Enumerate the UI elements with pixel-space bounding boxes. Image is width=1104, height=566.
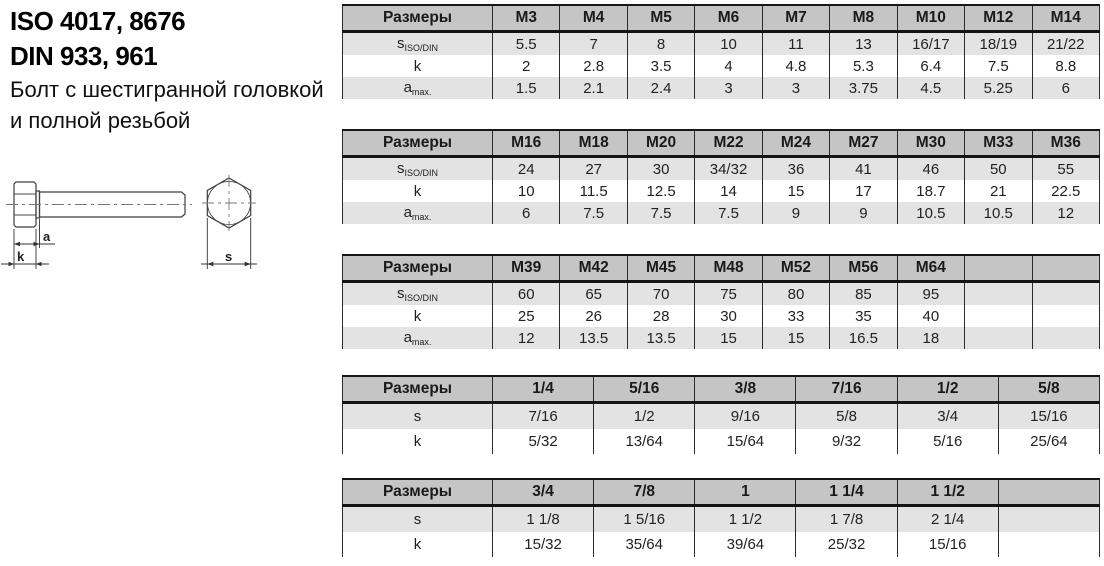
row-label-k: k bbox=[343, 305, 493, 327]
size-header-M4: M4 bbox=[560, 5, 627, 32]
table-row bbox=[343, 429, 1100, 454]
size-header-M36: M36 bbox=[1032, 130, 1100, 157]
size-header-M10: M10 bbox=[897, 5, 964, 32]
size-header-5-16: 5/16 bbox=[594, 376, 695, 403]
value-cell: 2 bbox=[493, 55, 560, 77]
size-header-M16: M16 bbox=[493, 130, 560, 157]
value-cell: 15/16 bbox=[998, 403, 1099, 430]
value-cell: 26 bbox=[560, 305, 627, 327]
dimension-k bbox=[1, 229, 49, 269]
value-cell: 3.75 bbox=[830, 77, 897, 99]
size-header-1-1-4: 1 1/4 bbox=[796, 479, 897, 506]
value-cell: 14 bbox=[695, 180, 762, 202]
value-cell: 9 bbox=[762, 202, 829, 224]
size-header-M27: M27 bbox=[830, 130, 897, 157]
value-cell: 21/22 bbox=[1032, 32, 1100, 56]
value-cell: 50 bbox=[965, 157, 1032, 181]
value-cell: 12 bbox=[493, 327, 560, 349]
value-cell: 25/32 bbox=[796, 532, 897, 557]
value-cell bbox=[1032, 327, 1100, 349]
value-cell: 7.5 bbox=[965, 55, 1032, 77]
row-label-s: $s_{ISO/DIN}$ bbox=[343, 157, 493, 181]
value-cell: 4.8 bbox=[762, 55, 829, 77]
row-label-k: k bbox=[343, 429, 493, 454]
value-cell: 30 bbox=[627, 157, 694, 181]
value-cell: 2.1 bbox=[560, 77, 627, 99]
din-standard-title: DIN 933, 961 bbox=[10, 41, 158, 71]
value-cell: 13 bbox=[830, 32, 897, 56]
bolt-hex-head-view bbox=[202, 175, 256, 231]
value-cell: 21 bbox=[965, 180, 1032, 202]
value-cell: 11.5 bbox=[560, 180, 627, 202]
size-header-1: 1 bbox=[695, 479, 796, 506]
value-cell: 22.5 bbox=[1032, 180, 1100, 202]
value-cell: 2.8 bbox=[560, 55, 627, 77]
table-row bbox=[343, 32, 1100, 56]
product-description-line-2: и полной резьбой bbox=[10, 108, 191, 133]
value-cell: 36 bbox=[762, 157, 829, 181]
value-cell: 18.7 bbox=[897, 180, 964, 202]
size-header-7-8: 7/8 bbox=[594, 479, 695, 506]
value-cell: 95 bbox=[897, 282, 964, 306]
size-header-5-8: 5/8 bbox=[998, 376, 1099, 403]
value-cell: 40 bbox=[897, 305, 964, 327]
value-cell: 1.5 bbox=[493, 77, 560, 99]
value-cell bbox=[998, 506, 1099, 533]
value-cell: 11 bbox=[762, 32, 829, 56]
size-header-M24: M24 bbox=[762, 130, 829, 157]
table-row bbox=[343, 506, 1100, 533]
size-header-M8: M8 bbox=[830, 5, 897, 32]
size-header-7-16: 7/16 bbox=[796, 376, 897, 403]
size-header-M39: M39 bbox=[493, 255, 560, 282]
value-cell: 39/64 bbox=[695, 532, 796, 557]
dimension-table-4 bbox=[342, 375, 1100, 454]
size-header-1-2: 1/2 bbox=[897, 376, 998, 403]
size-header-M64: M64 bbox=[897, 255, 964, 282]
value-cell: 10 bbox=[695, 32, 762, 56]
value-cell bbox=[965, 282, 1032, 306]
value-cell bbox=[998, 532, 1099, 557]
row-label-k: k bbox=[343, 55, 493, 77]
table-row bbox=[343, 55, 1100, 77]
row-label-a: $a_{max.}$ bbox=[343, 77, 493, 99]
value-cell: 7.5 bbox=[695, 202, 762, 224]
value-cell: 1 7/8 bbox=[796, 506, 897, 533]
value-cell: 10.5 bbox=[897, 202, 964, 224]
value-cell: 12 bbox=[1032, 202, 1100, 224]
value-cell: 1 5/16 bbox=[594, 506, 695, 533]
size-header-M33: M33 bbox=[965, 130, 1032, 157]
title-block bbox=[10, 4, 340, 136]
dimension-a bbox=[14, 219, 55, 248]
value-cell: 10 bbox=[493, 180, 560, 202]
value-cell: 5.3 bbox=[830, 55, 897, 77]
size-header-M22: M22 bbox=[695, 130, 762, 157]
size-header-M3: M3 bbox=[493, 5, 560, 32]
value-cell: 5/16 bbox=[897, 429, 998, 454]
value-cell bbox=[1032, 305, 1100, 327]
value-cell: 60 bbox=[493, 282, 560, 306]
size-header-3-4: 3/4 bbox=[493, 479, 594, 506]
value-cell: 15/32 bbox=[493, 532, 594, 557]
column-header-razmery: Размеры bbox=[343, 5, 493, 32]
value-cell: 35/64 bbox=[594, 532, 695, 557]
value-cell: 16.5 bbox=[830, 327, 897, 349]
value-cell: 1 1/8 bbox=[493, 506, 594, 533]
size-header-M52: M52 bbox=[762, 255, 829, 282]
size-header-M7: M7 bbox=[762, 5, 829, 32]
table-row bbox=[343, 180, 1100, 202]
column-header-razmery: Размеры bbox=[343, 130, 493, 157]
dim-label-s: s bbox=[225, 249, 233, 264]
table-row bbox=[343, 77, 1100, 99]
value-cell: 33 bbox=[762, 305, 829, 327]
value-cell: 5/8 bbox=[796, 403, 897, 430]
value-cell: 30 bbox=[695, 305, 762, 327]
value-cell: 5.5 bbox=[493, 32, 560, 56]
size-header-empty bbox=[965, 255, 1032, 282]
size-header-M12: M12 bbox=[965, 5, 1032, 32]
value-cell: 80 bbox=[762, 282, 829, 306]
size-header-1-1-2: 1 1/2 bbox=[897, 479, 998, 506]
value-cell: 6.4 bbox=[897, 55, 964, 77]
size-header-empty bbox=[1032, 255, 1100, 282]
value-cell: 7.5 bbox=[560, 202, 627, 224]
bolt-technical-drawing bbox=[0, 172, 270, 274]
value-cell: 13.5 bbox=[560, 327, 627, 349]
value-cell: 15 bbox=[762, 327, 829, 349]
value-cell: 18/19 bbox=[965, 32, 1032, 56]
value-cell: 13.5 bbox=[627, 327, 694, 349]
value-cell: 18 bbox=[897, 327, 964, 349]
size-header-M6: M6 bbox=[695, 5, 762, 32]
value-cell: 6 bbox=[1032, 77, 1100, 99]
value-cell: 75 bbox=[695, 282, 762, 306]
dim-label-a: a bbox=[43, 229, 51, 244]
dimension-tables bbox=[342, 4, 1100, 557]
row-label-a: $a_{max.}$ bbox=[343, 327, 493, 349]
table-row bbox=[343, 403, 1100, 430]
value-cell: 17 bbox=[830, 180, 897, 202]
size-header-M45: M45 bbox=[627, 255, 694, 282]
row-label-s: s bbox=[343, 506, 493, 533]
dimension-table-2 bbox=[342, 129, 1100, 224]
value-cell: 3/4 bbox=[897, 403, 998, 430]
value-cell bbox=[1032, 282, 1100, 306]
value-cell: 9 bbox=[830, 202, 897, 224]
value-cell bbox=[965, 305, 1032, 327]
value-cell: 34/32 bbox=[695, 157, 762, 181]
size-header-M48: M48 bbox=[695, 255, 762, 282]
value-cell: 9/32 bbox=[796, 429, 897, 454]
value-cell: 4.5 bbox=[897, 77, 964, 99]
table-row bbox=[343, 202, 1100, 224]
value-cell: 7.5 bbox=[627, 202, 694, 224]
size-header-empty bbox=[998, 479, 1099, 506]
value-cell: 15/16 bbox=[897, 532, 998, 557]
value-cell: 41 bbox=[830, 157, 897, 181]
size-header-M30: M30 bbox=[897, 130, 964, 157]
value-cell: 65 bbox=[560, 282, 627, 306]
value-cell: 70 bbox=[627, 282, 694, 306]
table-row bbox=[343, 157, 1100, 181]
value-cell: 15/64 bbox=[695, 429, 796, 454]
value-cell: 27 bbox=[560, 157, 627, 181]
value-cell: 10.5 bbox=[965, 202, 1032, 224]
value-cell: 2 1/4 bbox=[897, 506, 998, 533]
value-cell: 46 bbox=[897, 157, 964, 181]
dim-label-k: k bbox=[17, 249, 25, 264]
value-cell: 15 bbox=[762, 180, 829, 202]
value-cell: 9/16 bbox=[695, 403, 796, 430]
value-cell: 4 bbox=[695, 55, 762, 77]
size-header-M14: M14 bbox=[1032, 5, 1100, 32]
value-cell: 15 bbox=[695, 327, 762, 349]
iso-standard-title: ISO 4017, 8676 bbox=[10, 6, 186, 36]
value-cell: 13/64 bbox=[594, 429, 695, 454]
row-label-k: k bbox=[343, 532, 493, 557]
value-cell: 35 bbox=[830, 305, 897, 327]
value-cell: 16/17 bbox=[897, 32, 964, 56]
dimension-table-5 bbox=[342, 478, 1100, 557]
value-cell: 24 bbox=[493, 157, 560, 181]
value-cell: 3 bbox=[762, 77, 829, 99]
value-cell: 28 bbox=[627, 305, 694, 327]
value-cell: 2.4 bbox=[627, 77, 694, 99]
value-cell: 6 bbox=[493, 202, 560, 224]
value-cell: 25 bbox=[493, 305, 560, 327]
value-cell: 5/32 bbox=[493, 429, 594, 454]
value-cell: 85 bbox=[830, 282, 897, 306]
value-cell: 7 bbox=[560, 32, 627, 56]
size-header-M42: M42 bbox=[560, 255, 627, 282]
value-cell: 1/2 bbox=[594, 403, 695, 430]
value-cell: 12.5 bbox=[627, 180, 694, 202]
value-cell: 5.25 bbox=[965, 77, 1032, 99]
value-cell: 3.5 bbox=[627, 55, 694, 77]
row-label-s: $s_{ISO/DIN}$ bbox=[343, 282, 493, 306]
row-label-s: s bbox=[343, 403, 493, 430]
table-row bbox=[343, 327, 1100, 349]
value-cell: 1 1/2 bbox=[695, 506, 796, 533]
value-cell bbox=[965, 327, 1032, 349]
column-header-razmery: Размеры bbox=[343, 376, 493, 403]
row-label-a: $a_{max.}$ bbox=[343, 202, 493, 224]
table-row bbox=[343, 532, 1100, 557]
table-row bbox=[343, 282, 1100, 306]
row-label-k: k bbox=[343, 180, 493, 202]
value-cell: 55 bbox=[1032, 157, 1100, 181]
size-header-M56: M56 bbox=[830, 255, 897, 282]
size-header-1-4: 1/4 bbox=[493, 376, 594, 403]
value-cell: 8 bbox=[627, 32, 694, 56]
row-label-s: $s_{ISO/DIN}$ bbox=[343, 32, 493, 56]
product-description-line-1: Болт с шестигранной головкой bbox=[10, 77, 324, 102]
size-header-3-8: 3/8 bbox=[695, 376, 796, 403]
column-header-razmery: Размеры bbox=[343, 479, 493, 506]
bolt-side-view bbox=[6, 182, 192, 227]
value-cell: 3 bbox=[695, 77, 762, 99]
column-header-razmery: Размеры bbox=[343, 255, 493, 282]
dimension-table-3 bbox=[342, 254, 1100, 349]
size-header-M5: M5 bbox=[627, 5, 694, 32]
dimension-table-1 bbox=[342, 4, 1100, 99]
value-cell: 8.8 bbox=[1032, 55, 1100, 77]
value-cell: 25/64 bbox=[998, 429, 1099, 454]
size-header-M20: M20 bbox=[627, 130, 694, 157]
table-row bbox=[343, 305, 1100, 327]
size-header-M18: M18 bbox=[560, 130, 627, 157]
value-cell: 7/16 bbox=[493, 403, 594, 430]
